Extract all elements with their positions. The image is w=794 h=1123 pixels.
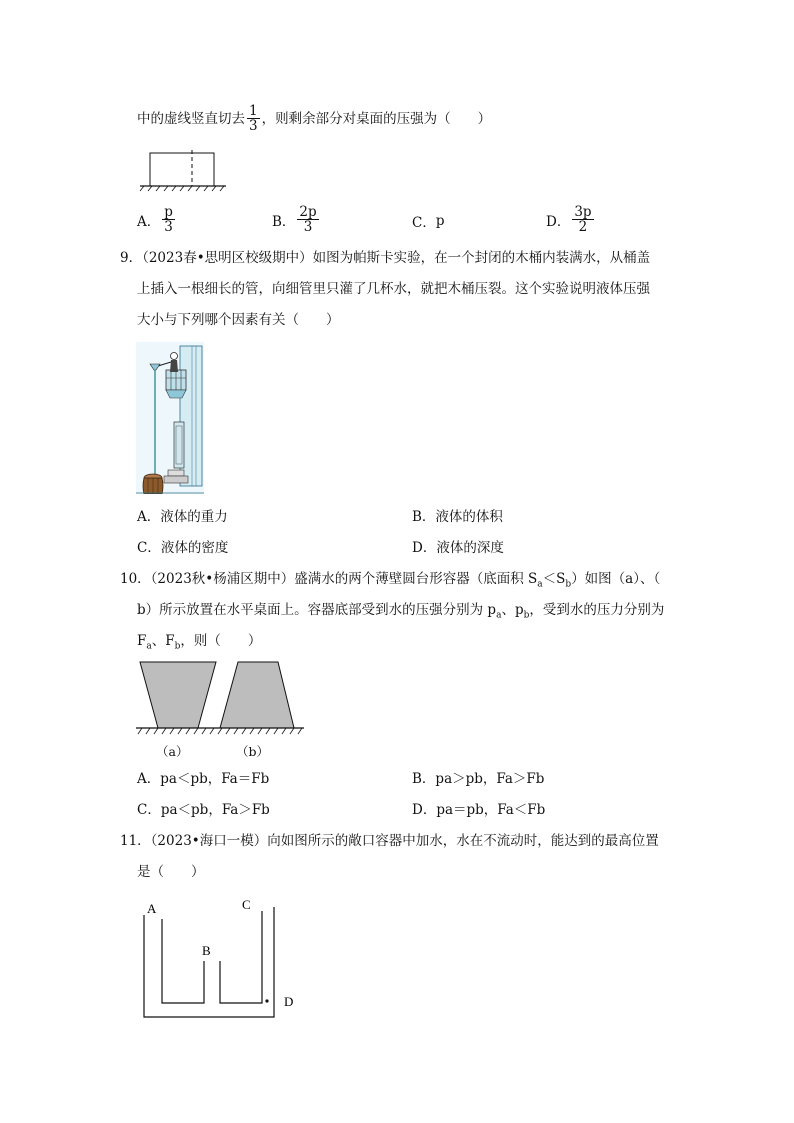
label-b: B — [202, 943, 211, 958]
q8-table-hatch — [140, 186, 224, 191]
q8-option-c[interactable]: C． p — [412, 213, 445, 231]
label-c: C — [242, 897, 251, 912]
q10-stem-line3: $F_a$、$F_b$，则（ ） — [137, 633, 262, 652]
container-b — [220, 662, 294, 728]
point-d-dot — [265, 999, 268, 1002]
q9-option-d[interactable]: D．液体的深度 — [412, 540, 504, 556]
q10-label-a: （a） — [156, 744, 189, 759]
container-outer-wall — [144, 907, 274, 1017]
q9-pascal-barrel-figure — [136, 342, 204, 494]
q8-frac-num: 1 — [249, 103, 258, 119]
q8-frac-den: 3 — [249, 118, 258, 134]
q8-stem — [137, 104, 491, 133]
q10-option-d[interactable]: D．pa＝pb，Fa＜Fb — [412, 802, 546, 818]
label-a: A — [147, 901, 157, 916]
q8-option-d[interactable]: D． $\frac{3p}{2}$ — [546, 204, 592, 235]
q10-table-hatch — [138, 728, 302, 734]
q10-option-a[interactable]: A．pa＜pb，Fa＝Fb — [137, 771, 270, 787]
person-head — [171, 353, 178, 360]
q8-stem-after: ，则剩余部分对桌面的压强为（ ） — [261, 110, 492, 127]
q8-block-figure — [136, 150, 230, 192]
q8-stem-before: 中的虚线竖直切去 — [137, 110, 245, 127]
q11-stem-line2: 是（ ） — [137, 864, 205, 880]
q8-option-b[interactable]: B． $\frac{2p}{3}$ — [272, 204, 317, 235]
q11-open-container-figure — [136, 895, 302, 1023]
q9-stem-line3: 大小与下列哪个因素有关（ ） — [137, 312, 340, 328]
q9-stem-line1: 9．（2023春•思明区校级期中）如图为帕斯卡实验，在一个封闭的木桶内装满水，从桶盖 — [120, 250, 651, 266]
q8-option-a[interactable]: A． $\frac{p}{3}$ — [137, 204, 173, 235]
q8-fraction — [247, 104, 260, 133]
q10-label-b: （b） — [236, 744, 270, 759]
q11-stem-line1: 11．（2023•海口一模）向如图所示的敞口容器中加水，水在不流动时，能达到的最高位置 — [120, 833, 659, 849]
container-right-chamber — [220, 911, 262, 1003]
q9-option-b[interactable]: B．液体的体积 — [412, 509, 503, 525]
q10-stem-line1: 10．（2023秋•杨浦区期中）盛满水的两个薄壁圆台形容器（底面积 $S_a<S_b$）如图（a）、（ — [120, 571, 661, 590]
q9-option-a[interactable]: A．液体的重力 — [137, 509, 228, 525]
q8-block — [150, 153, 214, 186]
q9-option-c[interactable]: C．液体的密度 — [137, 540, 229, 556]
q10-option-b[interactable]: B．pa＞pb，Fa＞Fb — [412, 771, 545, 787]
q10-stem-line2: b）所示放置在水平桌面上。容器底部受到水的压强分别为 $p_a$、$p_b$，受到水的压力分别为 — [137, 602, 665, 621]
q10-option-c[interactable]: C．pa＜pb，Fa＞Fb — [137, 802, 270, 818]
person-body — [170, 360, 178, 372]
q10-containers-figure — [136, 660, 304, 740]
label-d: D — [284, 994, 294, 1009]
q9-stem-line2: 上插入一根细长的管，向细管里只灌了几杯水，就把木桶压裂。这个实验说明液体压强 — [137, 281, 650, 297]
container-left-chamber — [162, 919, 204, 1003]
container-a — [140, 662, 216, 728]
